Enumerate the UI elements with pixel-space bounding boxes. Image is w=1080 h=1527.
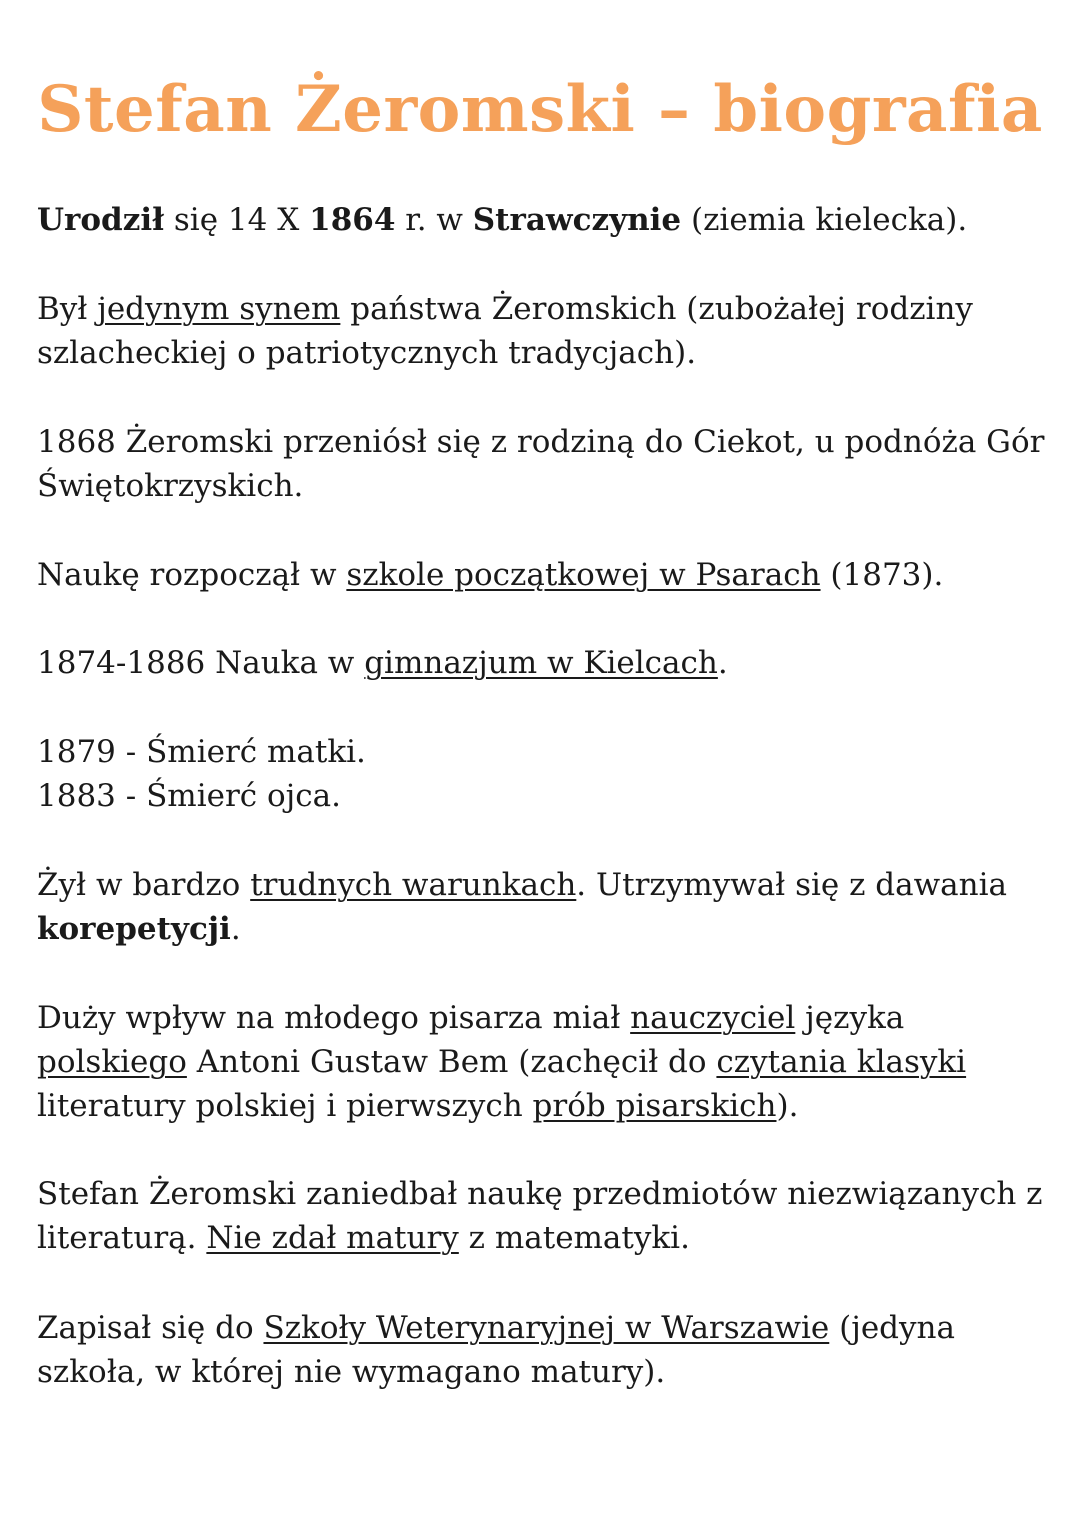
underlined-text: jedynym synem (97, 291, 341, 327)
text-line: 1879 - Śmierć matki. (37, 734, 366, 770)
bold-text: Urodził (37, 202, 165, 238)
text: państwa Żeromskich (zubożałej rodziny szlacheckiej o patriotycznych tradycjach). (37, 291, 973, 371)
paragraph-gymnasium (37, 641, 1057, 685)
text: Naukę rozpoczął w (37, 557, 347, 593)
underlined-text: polskiego (37, 1044, 187, 1080)
text: Zapisał się do (37, 1310, 264, 1346)
underlined-text: gimnazjum w Kielcach (364, 645, 718, 681)
text: Antoni Gustaw Bem (zachęcił do (186, 1044, 717, 1080)
underlined-text: trudnych warunkach (250, 867, 577, 903)
text: (1873). (820, 557, 944, 593)
underlined-text: Szkoły Weterynaryjnej w Warszawie (263, 1310, 830, 1346)
text: . (230, 911, 241, 947)
paragraph-primary-school (37, 553, 1057, 597)
text: Był (37, 291, 98, 327)
paragraph-conditions (37, 863, 1057, 951)
paragraph-move (37, 420, 1057, 508)
paragraph-parents-death (37, 730, 1057, 818)
underlined-text: czytania klasyki (716, 1044, 967, 1080)
text: się 14 X (164, 202, 310, 238)
text: Duży wpływ na młodego pisarza miał (37, 1000, 631, 1036)
underlined-text: prób pisarskich (532, 1088, 777, 1124)
underlined-text: nauczyciel (630, 1000, 796, 1036)
text-line: 1883 - Śmierć ojca. (37, 778, 341, 814)
paragraph-matura (37, 1172, 1057, 1260)
bold-text: korepetycji (37, 911, 231, 947)
bold-text: Strawczynie (472, 202, 682, 238)
text: (jedyna szkoła, w której nie wymagano matury). (37, 1310, 955, 1390)
text: z matematyki. (458, 1220, 690, 1256)
paragraph-family (37, 287, 1057, 375)
underlined-text: szkole początkowej w Psarach (346, 557, 821, 593)
text: . (717, 645, 728, 681)
text: języka (795, 1000, 905, 1036)
bold-text: 1864 (309, 202, 396, 238)
paragraph-birth (37, 198, 1057, 242)
text: literatury polskiej i pierwszych (37, 1088, 533, 1124)
text: 1874-1886 Nauka w (37, 645, 365, 681)
underlined-text: Nie zdał matury (206, 1220, 459, 1256)
text: Stefan Żeromski zaniedbał naukę przedmiotów niezwiązanych z literaturą. (37, 1176, 1043, 1256)
paragraph-teacher (37, 996, 1057, 1128)
text: r. w (395, 202, 473, 238)
text: 1868 Żeromski przeniósł się z rodziną do Ciekot, u podnóża Gór Świętokrzyskich. (37, 424, 1045, 504)
text: Żył w bardzo (37, 867, 251, 903)
text: . Utrzymywał się z dawania (576, 867, 1007, 903)
text: ). (776, 1088, 799, 1124)
text: (ziemia kielecka). (681, 202, 968, 238)
page-title: Stefan Żeromski – biografia (37, 72, 1043, 147)
paragraph-veterinary-school (37, 1306, 1057, 1394)
